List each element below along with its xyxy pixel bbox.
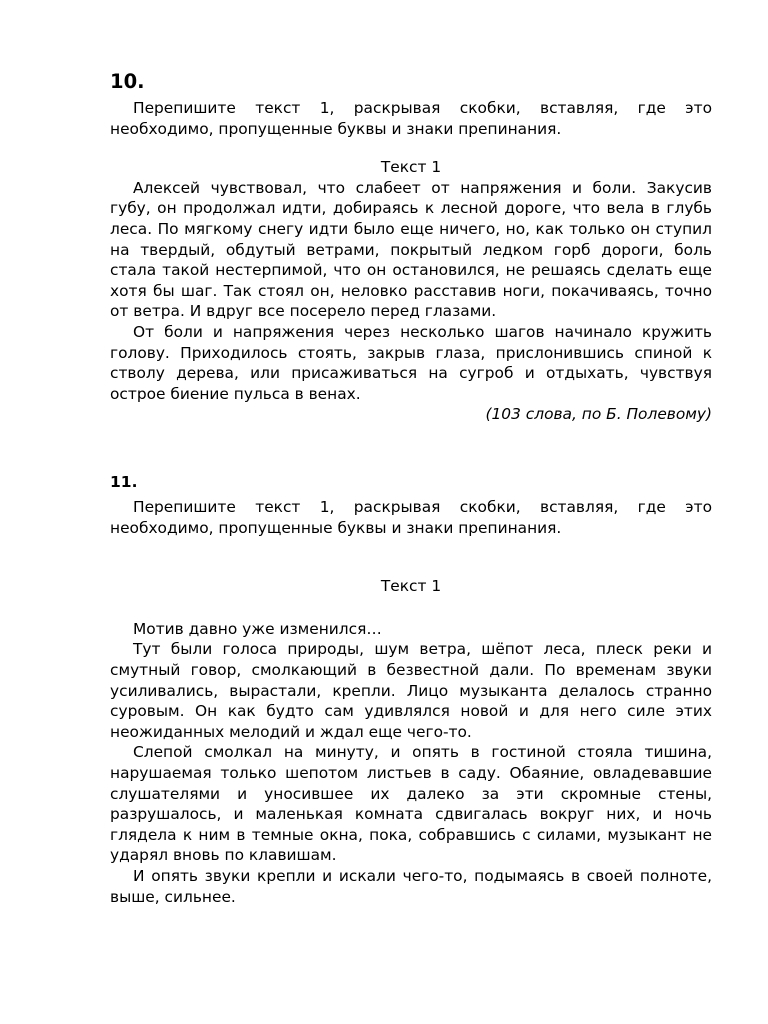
exercise-10 (110, 70, 712, 94)
paragraph: От боли и напряжения через несколько шагов начинало кружить голову. Приходилось стоять, закрыв глаза, прислонившись спиной к стволу дерева, или присаживаться на сугроб и отдыхать, чувствуя острое биение пульса в венах. (110, 322, 712, 403)
paragraph: Слепой смолкал на минуту, и опять в гостиной стояла тишина, нарушаемая только шепотом листьев в саду. Обаяние, овладевавшие слушателями и уносившее их далеко за эти скромные стены, разрушалось, и маленькая комната сдвигалась вокруг них, и ночь глядела к ним в темные окна, пока, собравшись с силами, музыкант не ударял вновь по клавишам. (110, 743, 712, 865)
paragraph: Тут были голоса природы, шум ветра, шёпот леса, плеск реки и смутный говор, смолкающий в безвестной дали. По временам звуки усиливались, вырастали, крепли. Лицо музыканта делалось странно суровым. Он как будто сам удивлялся новой и для него силе этих неожиданных мелодий и ждал еще чего-то. (110, 640, 712, 741)
source-citation: (103 слова, по Б. Полевому) (485, 405, 712, 424)
exercise-11 (110, 472, 712, 492)
paragraph: И опять звуки крепли и искали чего-то, подымаясь в своей полноте, выше, сильнее. (110, 866, 712, 906)
exercise-11-body (110, 497, 712, 907)
text-title: Текст 1 (380, 158, 442, 177)
exercise-10-body (110, 98, 712, 425)
paragraph: Алексей чувствовал, что слабеет от напряжения и боли. Закусив губу, он продолжал идти, добираясь к лесной дороге, что вела в глубь леса. По мягкому снегу идти было еще ничего, но, как только он ступил на твердый, обдутый ветрами, покрытый ледком горб дороги, боль стала такой нестерпимой, что он остановился, не решаясь сделать еще хотя бы шаг. Так стоял он, неловко расставив ноги, покачиваясь, точно от ветра. И вдруг все посерело перед глазами. (110, 178, 712, 321)
opening-line: Мотив давно уже изменился… (133, 619, 382, 638)
exercise-number: 10. (110, 70, 145, 93)
exercise-number: 11. (110, 473, 138, 491)
text-title: Текст 1 (380, 577, 442, 596)
exercise-instruction: Перепишите текст 1, раскрывая скобки, вставляя, где это необходимо, пропущенные буквы и знаки препинания. (110, 498, 712, 537)
exercise-instruction: Перепишите текст 1, раскрывая скобки, вставляя, где это необходимо, пропущенные буквы и знаки препинания. (110, 99, 712, 138)
